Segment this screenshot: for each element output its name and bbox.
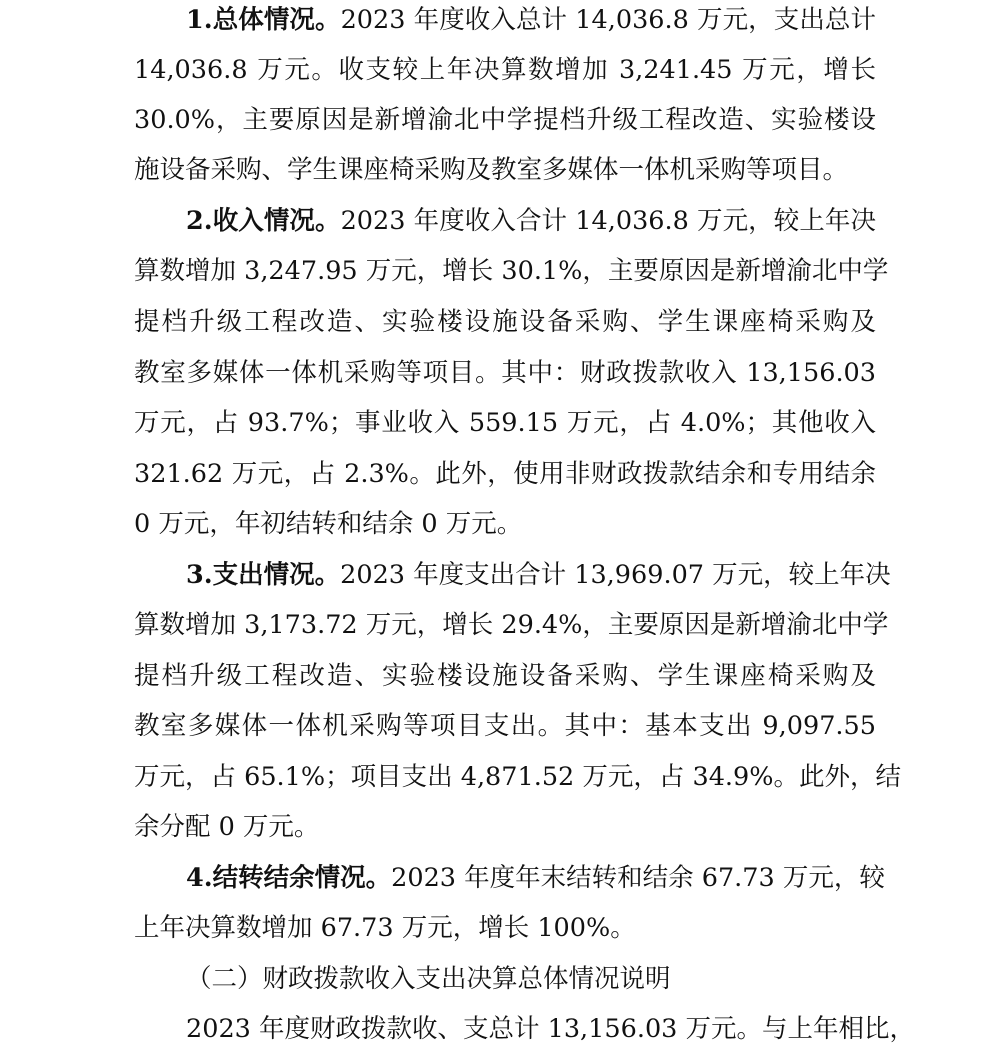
paragraph-line: 教室多媒体一体机采购等项目。其中：财政拨款收入 13,156.03 bbox=[134, 358, 876, 388]
paragraph-line: 提档升级工程改造、实验楼设施设备采购、学生课座椅采购及 bbox=[134, 661, 876, 691]
section-heading: 4.结转结余情况。 bbox=[186, 863, 392, 893]
subsection-heading: （二）财政拨款收入支出决算总体情况说明 bbox=[186, 964, 671, 994]
paragraph-line: 3.支出情况。2023 年度支出合计 13,969.07 万元，较上年决 bbox=[186, 560, 891, 590]
paragraph-line: 万元，占 93.7%；事业收入 559.15 万元，占 4.0%；其他收入 bbox=[134, 408, 876, 438]
paragraph-line: 2.收入情况。2023 年度收入合计 14,036.8 万元，较上年决 bbox=[186, 206, 876, 236]
paragraph-line: 0 万元，年初结转和结余 0 万元。 bbox=[134, 509, 523, 539]
paragraph-line: 算数增加 3,247.95 万元，增长 30.1%，主要原因是新增渝北中学 bbox=[134, 256, 889, 286]
section-heading: 1.总体情况。 bbox=[186, 5, 341, 35]
paragraph-line: 余分配 0 万元。 bbox=[134, 812, 320, 842]
paragraph-line: 上年决算数增加 67.73 万元，增长 100%。 bbox=[134, 913, 636, 943]
section-heading: 2.收入情况。 bbox=[186, 206, 341, 236]
paragraph-line: 教室多媒体一体机采购等项目支出。其中：基本支出 9,097.55 bbox=[134, 711, 876, 741]
paragraph-line: 321.62 万元，占 2.3%。此外，使用非财政拨款结余和专用结余 bbox=[134, 459, 876, 489]
paragraph-line: 万元，占 65.1%；项目支出 4,871.52 万元，占 34.9%。此外，结 bbox=[134, 762, 901, 792]
paragraph-line: 提档升级工程改造、实验楼设施设备采购、学生课座椅采购及 bbox=[134, 307, 876, 337]
paragraph-line: 30.0%，主要原因是新增渝北中学提档升级工程改造、实验楼设 bbox=[134, 105, 876, 135]
paragraph-line: 1.总体情况。2023 年度收入总计 14,036.8 万元，支出总计 bbox=[186, 5, 876, 35]
paragraph-line: 2023 年度财政拨款收、支总计 13,156.03 万元。与上年相比， bbox=[186, 1014, 915, 1044]
paragraph-line: 4.结转结余情况。2023 年度年末结转和结余 67.73 万元，较 bbox=[186, 863, 885, 893]
paragraph-line: 14,036.8 万元。收支较上年决算数增加 3,241.45 万元，增长 bbox=[134, 55, 876, 85]
section-heading: 3.支出情况。 bbox=[186, 560, 341, 590]
paragraph-line: 算数增加 3,173.72 万元，增长 29.4%，主要原因是新增渝北中学 bbox=[134, 610, 889, 640]
paragraph-line: 施设备采购、学生课座椅采购及教室多媒体一体机采购等项目。 bbox=[134, 155, 849, 185]
